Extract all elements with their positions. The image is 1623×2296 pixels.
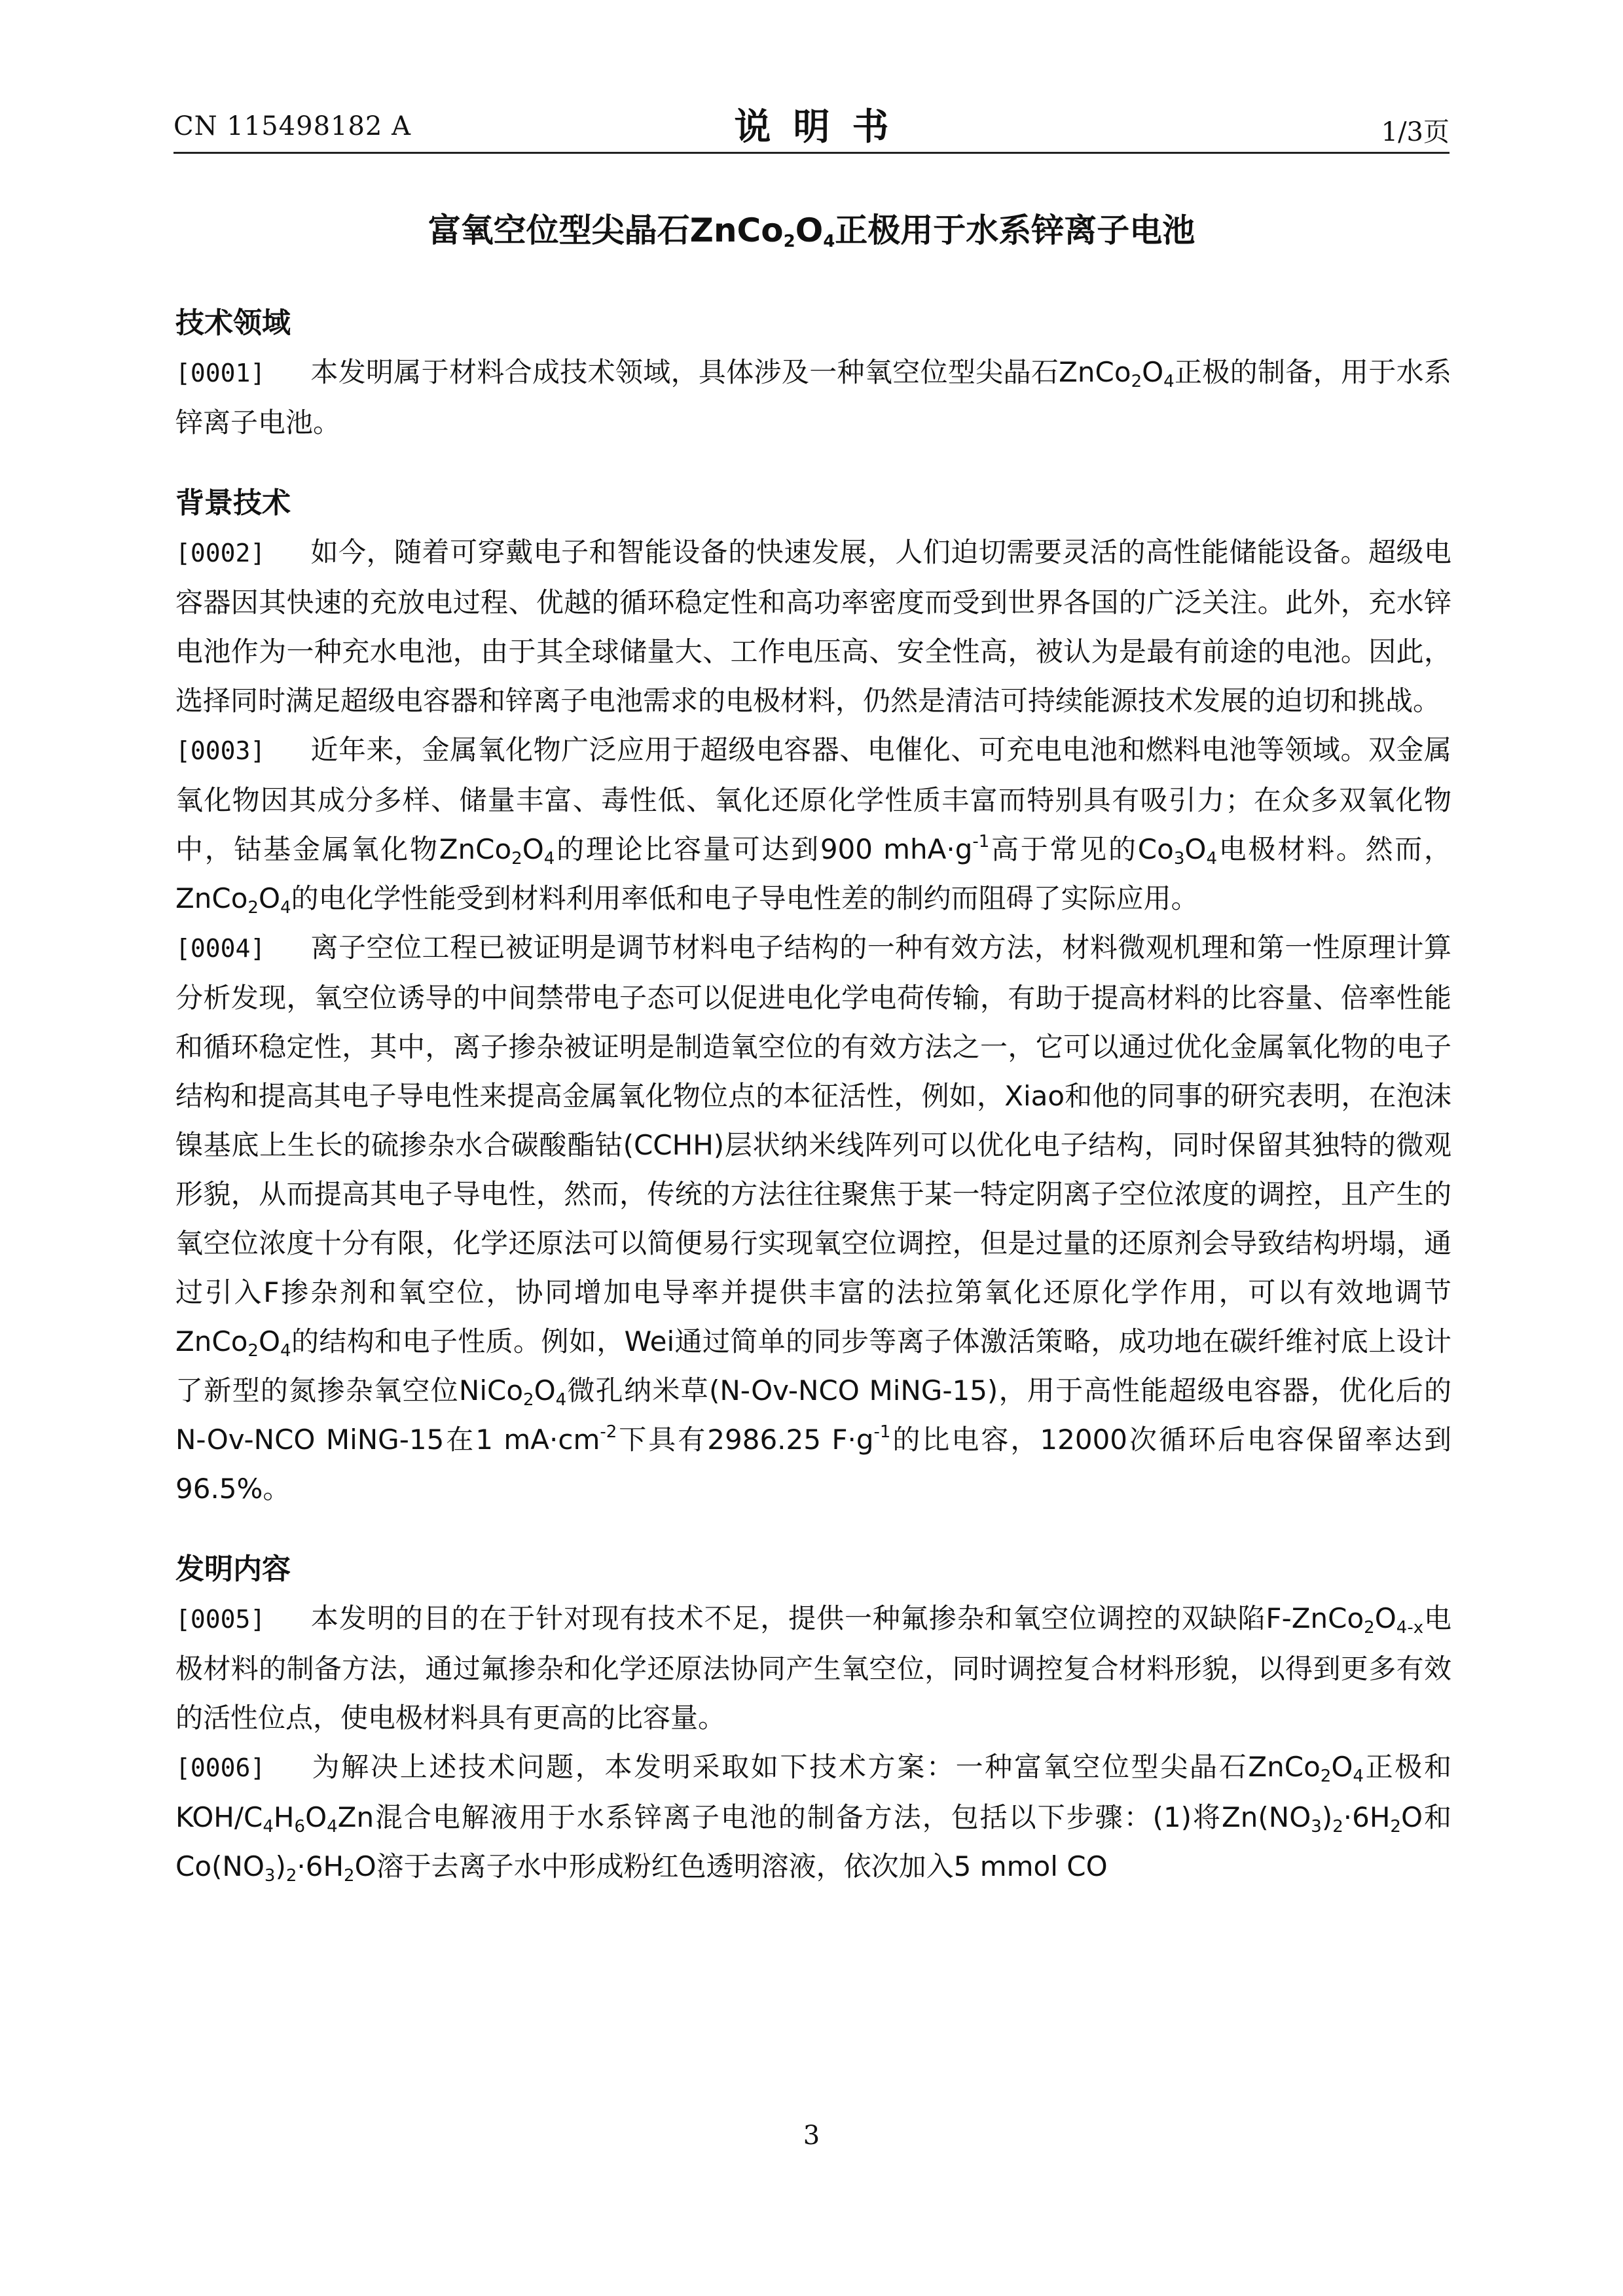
paragraph-text: 近年来，金属氧化物广泛应用于超级电容器、电催化、可充电电池和燃料电池等领域。双金属氧化物因其成分多样、储量丰富、毒性低、氧化还原化学性质丰富而特别具有吸引力；在众多双氧化物中，钴基金属氧化物$ZnCo_2O_4$的理论比容量可达到900 $mhA\cdot g^{-1}$高于常见的$Co_3O_4$电极材料。然而，$ZnCo_2O_4$的电化学性能受到材料利用率低和电子导电性差的制约而阻碍了实际应用。 (175, 734, 1451, 918)
publication-number: CN 115498182 A (173, 111, 411, 141)
page-number: 3 (803, 2121, 820, 2151)
section-heading: 发明内容 (175, 1552, 291, 1586)
paragraph-text: 本发明的目的在于针对现有技术不足，提供一种氟掺杂和氧空位调控的双缺陷$F-ZnCo_2O_{4-x}$电极材料的制备方法，通过氟掺杂和化学还原法协同产生氧空位，同时调控复合材料形貌，以得到更多有效的活性位点，使电极材料具有更高的比容量。 (175, 1602, 1451, 1734)
header-page-info: 1/3页 (1381, 117, 1450, 147)
section-heading: 背景技术 (175, 486, 291, 520)
paragraph-number: [0004] (175, 934, 266, 963)
paragraph-number: [0002] (175, 539, 266, 567)
paragraph-number: [0005] (175, 1605, 266, 1634)
paragraph-text: 如今，随着可穿戴电子和智能设备的快速发展，人们迫切需要灵活的高性能储能设备。超级电容器因其快速的充放电过程、优越的循环稳定性和高功率密度而受到世界各国的广泛关注。此外，充水锌电池作为一种充水电池，由于其全球储量大、工作电压高、安全性高，被认为是最有前途的电池。因此，选择同时满足超级电容器和锌离子电池需求的电极材料，仍然是清洁可持续能源技术发展的迫切和挑战。 (175, 536, 1451, 717)
section-gap (175, 1513, 1451, 1545)
paragraph-text: 为解决上述技术问题，本发明采取如下技术方案：一种富氧空位型尖晶石$ZnCo_2O_4$正极和KOH/$C_4H_6O_4Zn$混合电解液用于水系锌离子电池的制备方法，包括以下步骤：(1)将$Zn(NO_3)_2\cdot 6H_2O$和$Co(NO_3)_2\cdot 6H_2O$溶于去离子水中形成粉红色透明溶液，依次加入5 mmol CO (175, 1751, 1452, 1886)
document-title: 富氧空位型尖晶石$ZnCo_2O_4$正极用于水系锌离子电池 (428, 211, 1195, 251)
paragraph-text: 本发明属于材料合成技术领域，具体涉及一种氧空位型尖晶石$ZnCo_2O_4$正极的制备，用于水系锌离子电池。 (175, 356, 1451, 439)
paragraph-number: [0003] (175, 736, 266, 765)
header-section-title: 说明书 (734, 106, 911, 149)
header-divider (173, 152, 1450, 154)
paragraph (175, 348, 1451, 447)
section-heading: 技术领域 (175, 306, 291, 340)
paragraph-text: 离子空位工程已被证明是调节材料电子结构的一种有效方法，材料微观机理和第一性原理计算分析发现，氧空位诱导的中间禁带电子态可以促进电化学电荷传输，有助于提高材料的比容量、倍率性能和循环稳定性，其中，离子掺杂被证明是制造氧空位的有效方法之一，它可以通过优化金属氧化物的电子结构和提高其电子导电性来提高金属氧化物位点的本征活性，例如，Xiao和他的同事的研究表明，在泡沫镍基底上生长的硫掺杂水合碳酸酯钴(CCHH)层状纳米线阵列可以优化电子结构，同时保留其独特的微观形貌，从而提高其电子导电性，然而，传统的方法往往聚焦于某一特定阴离子空位浓度的调控，且产生的氧空位浓度十分有限，化学还原法可以简便易行实现氧空位调控，但是过量的还原剂会导致结构坍塌，通过引入F掺杂剂和氧空位，协同增加电导率并提供丰富的法拉第氧化还原化学作用，可以有效地调节$ZnCo_2O_4$的结构和电子性质。例如，Wei通过简单的同步等离子体激活策略，成功地在碳纤维衬底上设计了新型的氮掺杂氧空位$NiCo_2O_4$微孔纳米草(N-Ov-NCO MiNG-15)，用于高性能超级电容器，优化后的N-Ov-NCO MiNG-15在1 $mA\cdot cm^{-2}$下具有2986.25 $F\cdot g^{-1}$的比电容，12000次循环后电容保留率达到96.5%。 (175, 931, 1451, 1505)
paragraph (175, 528, 1451, 725)
paragraph (175, 923, 1451, 1513)
paragraph-number: [0006] (175, 1753, 266, 1782)
document-body (175, 298, 1451, 1891)
page-header (173, 98, 1450, 151)
section-gap (175, 447, 1451, 478)
paragraph (175, 1742, 1451, 1891)
paragraph (175, 725, 1451, 923)
paragraph (175, 1594, 1451, 1742)
paragraph-number: [0001] (175, 359, 266, 387)
